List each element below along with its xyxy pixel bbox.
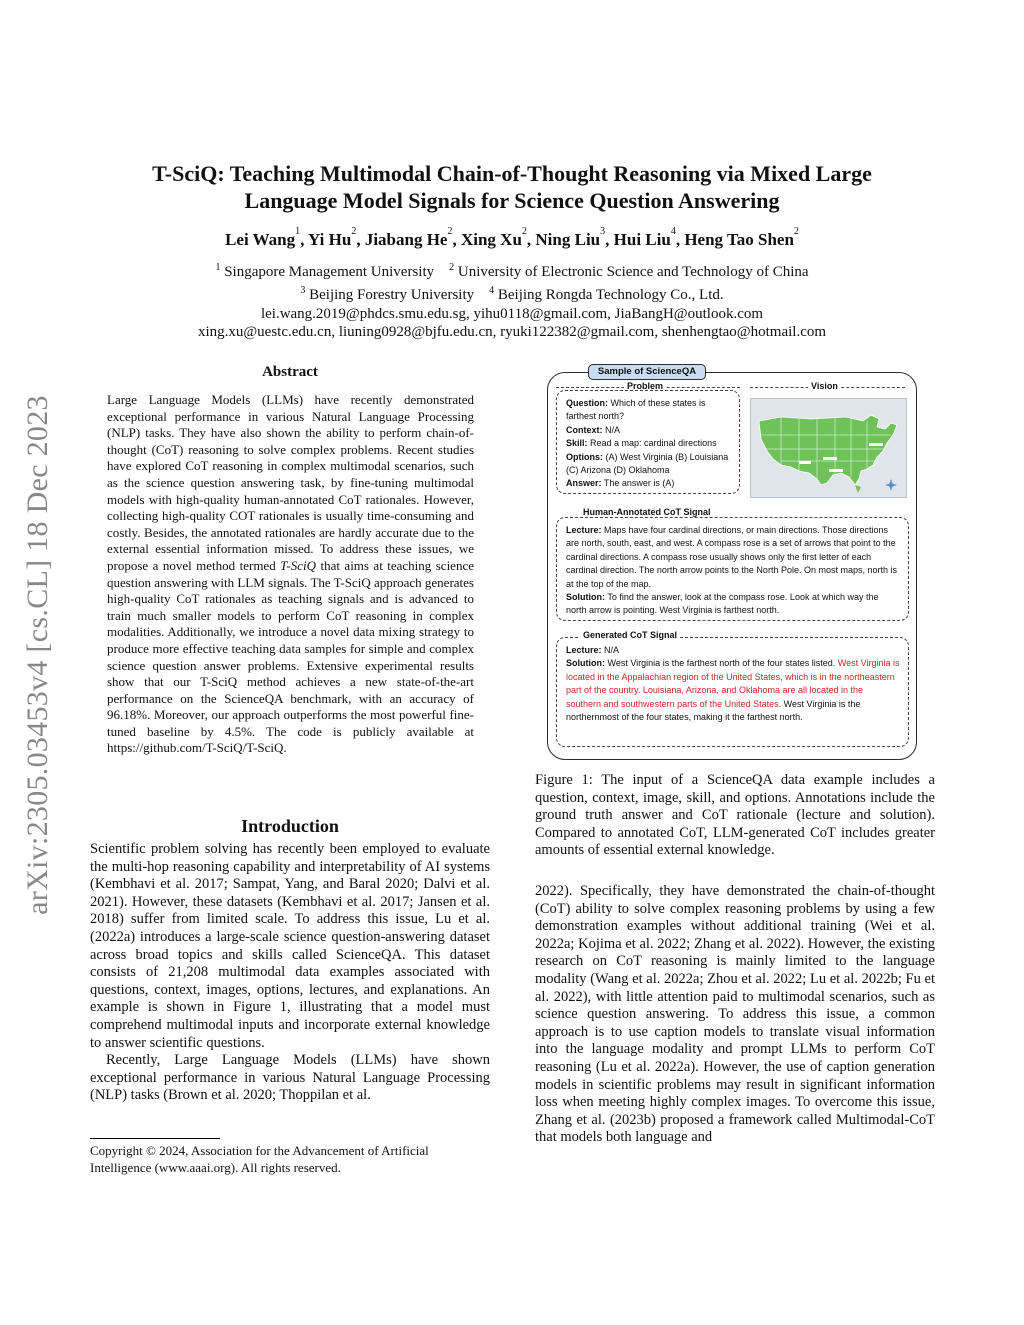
skill-value: Read a map: cardinal directions bbox=[587, 438, 717, 449]
author-sup: 2 bbox=[521, 226, 527, 237]
affiliation: Beijing Forestry University bbox=[309, 287, 475, 303]
solution-row bbox=[566, 591, 900, 618]
question-value: Which of these states is farthest north? bbox=[566, 398, 706, 422]
solution-key: Solution: bbox=[566, 592, 605, 603]
abstract-part: that aims at teaching science question answering with LLM signals. The T-SciQ approach generates high-quality CoT rationales as teaching signals and is advanced to train much smaller models to perform CoT reasoning in complex modalities. Additionally, we introduce a novel data mixing strategy to produce more effective teaching data samples for simple and complex science question answer problems. Extensive experimental results show that our T-SciQ method achieves a new state-of-the-art performance on the ScienceQA benchmark, with an accuracy of 96.18%. Moreover, our approach outperforms the most powerful fine-tuned baseline by 4.5%. The code is publicly available at https://github.com/T-SciQ/T-SciQ. bbox=[107, 557, 474, 756]
author-list: Lei Wang$^1$, Yi Hu$^2$, Jiabang He$^2$, Xing Xu$^2$, Ning Liu$^3$, Hui Liu$^4$, Heng Tao Shen$^2$ bbox=[225, 226, 799, 249]
author-sup: 2 bbox=[351, 226, 357, 237]
affiliations-line-2 bbox=[100, 285, 924, 305]
emails-line-1: lei.wang.2019@phdcs.smu.edu.sg, yihu0118@gmail.com, JiaBangH@outlook.com bbox=[260, 306, 764, 322]
generated-cot-text bbox=[566, 644, 900, 724]
gen-lecture-value: N/A bbox=[601, 645, 620, 655]
arxiv-id: arXiv:2305.03453v4 [cs.CL] 18 Dec 2023 bbox=[21, 395, 54, 915]
gen-external-knowledge: West Virginia is located in the Appalachian region of the United States, which is in the northeastern part of the country. Louisiana, Arizona, and Oklahoma are all located in the southern and southwestern parts of the United States. bbox=[566, 658, 900, 709]
solution-value: To find the answer, look at the compass rose. Look at which way the north arrow is pointing. West Virginia is farthest north. bbox=[566, 592, 879, 616]
problem-text bbox=[566, 397, 736, 491]
figure-tag: Sample of ScienceQA bbox=[588, 364, 706, 380]
copyright-notice: Copyright © 2024, Association for the Advancement of Artificial Intelligence (www.aaai.org). All rights reserved. bbox=[90, 1143, 429, 1175]
abstract-text bbox=[107, 392, 474, 757]
author-sup: 4 bbox=[670, 226, 676, 237]
right-column-body: 2022). Specifically, they have demonstrated the chain-of-thought (CoT) ability to solve complex reasoning problems by using a few demonstration examples without additional training (Wei et al. 2022a; Kojima et al. 2022; Zhang et al. 2022). However, the existing research on CoT reasoning is mainly limited to the language modality (Wang et al. 2022a; Zhou et al. 2022; Lu et al. 2022b; Fu et al. 2022), with little attention paid to multimodal scenarios, such as science question answering. To address this issue, a common approach is to use caption models to translate visual information into the language modality and prompt LLMs to perform CoT reasoning (Lu et al. 2022a). However, the use of caption generation models in scientific problems may result in significant information loss when meeting highly complex images. To overcome this issue, Zhang et al. (2023b) proposed a framework called Multimodal-CoT that models both language and bbox=[535, 883, 935, 1146]
figure-caption: Figure 1: The input of a ScienceQA data example includes a question, context, image, skill, and options. Annotations include the ground truth answer and CoT rationale (lecture and solution). Compared to annotated CoT, LLM-generated CoT includes greater amounts of essential external knowledge. bbox=[535, 772, 935, 859]
aff-sup: 3 bbox=[300, 285, 306, 296]
author: Jiabang He bbox=[364, 230, 448, 249]
options-key: Options: bbox=[566, 451, 603, 462]
affiliation: Beijing Rongda Technology Co., Ltd. bbox=[497, 287, 724, 303]
us-land-shape bbox=[759, 415, 897, 485]
affiliation: Singapore Management University bbox=[224, 264, 435, 280]
question-key: Question: bbox=[566, 398, 608, 408]
title-line-1: T-SciQ: Teaching Multimodal Chain-of-Thought Reasoning via Mixed Large bbox=[152, 161, 872, 186]
emails-line-2: xing.xu@uestc.edu.cn, liuning0928@bjfu.edu.cn, ryuki122382@gmail.com, shenhengtao@hotmail.com bbox=[197, 324, 827, 340]
intro-heading: Introduction bbox=[241, 816, 339, 836]
skill-key: Skill: bbox=[566, 438, 588, 449]
gen-solution-tail: West Virginia is the northernmost of the four states, making it the farthest north. bbox=[566, 698, 861, 723]
gen-lecture-row bbox=[566, 644, 900, 657]
answer-key: Answer: bbox=[566, 478, 602, 489]
answer-value: The answer is (A) bbox=[601, 478, 675, 489]
human-cot-text bbox=[566, 524, 900, 618]
intro-paragraph-2: Recently, Large Language Models (LLMs) have shown exceptional performance in various Natural Language Processing (NLP) tasks (Brown et al. 2020; Thoppilan et al. bbox=[90, 1052, 490, 1104]
author: Ning Liu bbox=[535, 230, 601, 249]
florida-tip bbox=[855, 485, 861, 493]
intro-body bbox=[90, 841, 490, 1105]
abstract-heading: Abstract bbox=[262, 364, 318, 380]
footnote-rule bbox=[90, 1138, 220, 1139]
context-key: Context: bbox=[566, 424, 603, 435]
compass-rose-icon bbox=[885, 479, 897, 491]
question-row bbox=[566, 397, 736, 424]
arxiv-stamp bbox=[4, 360, 72, 950]
author: Heng Tao Shen bbox=[684, 230, 794, 249]
answer-row bbox=[566, 477, 736, 490]
affiliations-line-1 bbox=[100, 262, 924, 282]
lecture-row bbox=[566, 524, 900, 591]
generated-cot-label: Generated CoT Signal bbox=[580, 630, 680, 640]
vision-label: Vision bbox=[808, 381, 841, 391]
aff-sup: 1 bbox=[215, 262, 221, 273]
gen-solution-value: West Virginia is the farthest north of the four states listed. bbox=[605, 658, 836, 669]
aff-sup: 2 bbox=[449, 262, 455, 273]
context-value: N/A bbox=[602, 424, 621, 435]
options-value: (A) West Virginia (B) Louisiana (C) Arizona (D) Oklahoma bbox=[566, 451, 729, 476]
options-row bbox=[566, 451, 736, 478]
author: Yi Hu bbox=[308, 230, 352, 249]
author-sup: 2 bbox=[793, 226, 799, 237]
author: Xing Xu bbox=[460, 230, 522, 249]
skill-row bbox=[566, 437, 736, 450]
gen-solution-key: Solution: bbox=[566, 658, 605, 669]
human-cot-label: Human-Annotated CoT Signal bbox=[580, 507, 714, 517]
gen-solution-row bbox=[566, 657, 900, 724]
author-sup: 2 bbox=[447, 226, 453, 237]
aff-sup: 4 bbox=[489, 285, 495, 296]
author-sup: 3 bbox=[600, 226, 606, 237]
abstract-method-name: T-SciQ bbox=[280, 557, 317, 573]
author-sup: 1 bbox=[295, 226, 301, 237]
abstract-part: Large Language Models (LLMs) have recently demonstrated exceptional performance in various Natural Language Processing (NLP) tasks. They have also shown the ability to perform chain-of-thought (CoT) reasoning to solve complex problems. Recent studies have explored CoT reasoning in complex multimodal scenarios, such as the science question answering task, by fine-tuning multimodal models with high-quality human-annotated CoT rationales. However, collecting high-quality COT rationales is usually time-consuming and costly. Besides, the annotated rationales are hardly accurate due to the external essential information missed. To address these issues, we propose a novel method termed bbox=[107, 392, 474, 573]
author: Lei Wang bbox=[225, 230, 296, 249]
problem-label: Problem bbox=[624, 381, 666, 391]
affiliation: University of Electronic Science and Technology of China bbox=[457, 264, 809, 280]
lecture-value: Maps have four cardinal directions, or main directions. Those directions are north, south, east, and west. A compass rose is a set of arrows that point to the cardinal directions. A compass rose usually shows only the first letter of each cardinal direction. The north arrow points to the North Pole. On most maps, north is at the top of the map. bbox=[566, 525, 897, 589]
intro-paragraph-1: Scientific problem solving has recently been employed to evaluate the multi-hop reasoning capability and interpretability of AI systems (Kembhavi et al. 2017; Sampat, Yang, and Baral 2020; Dalvi et al. 2021). However, these datasets (Kembhavi et al. 2017; Jansen et al. 2018) suffer from limited scale. To address this issue, Lu et al. (2022a) introduces a large-scale science question-answering dataset across broad topics and skills called ScienceQA. This dataset consists of 21,208 multimodal data examples associated with questions, context, images, options, lectures, and explanations. An example is shown in Figure 1, illustrating that a model must comprehend multimodal inputs and incorporate external knowledge to answer scientific questions. bbox=[90, 841, 490, 1051]
context-row bbox=[566, 424, 736, 437]
paper-title bbox=[100, 160, 924, 214]
author: Hui Liu bbox=[613, 230, 671, 249]
title-line-2: Language Model Signals for Science Question Answering bbox=[244, 188, 780, 213]
lecture-key: Lecture: bbox=[566, 525, 602, 535]
us-map-svg bbox=[751, 399, 906, 497]
us-map-image bbox=[750, 398, 907, 498]
gen-lecture-key: Lecture: bbox=[566, 645, 602, 655]
